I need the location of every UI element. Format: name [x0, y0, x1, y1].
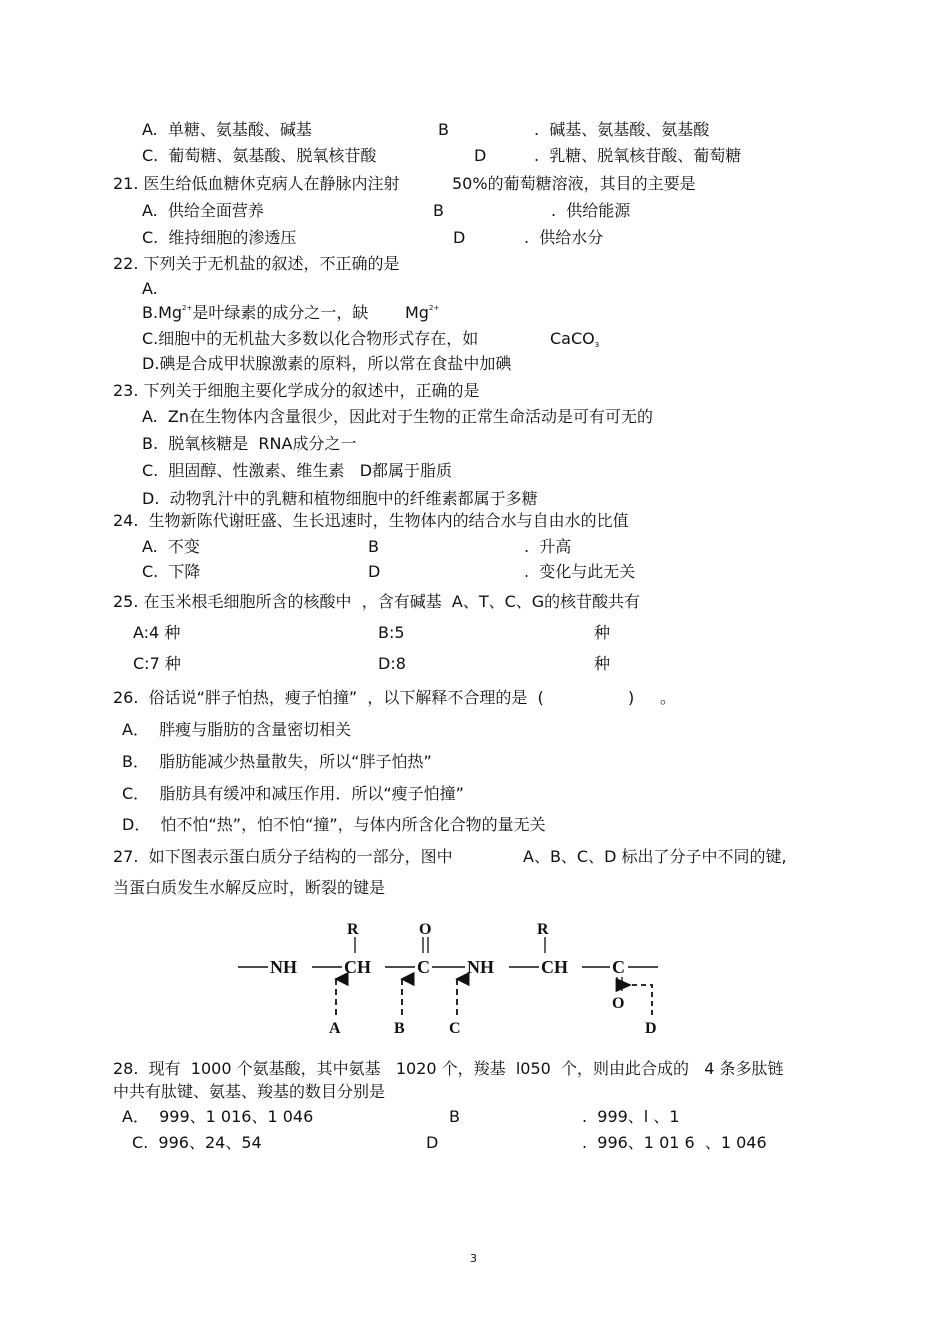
q24-option-b-letter: B — [368, 537, 379, 556]
q22-option-a: A. — [142, 279, 158, 298]
r-group-1: R — [347, 921, 359, 938]
q28-option-c: C. 996、24、54 — [132, 1133, 262, 1152]
q28-option-d-letter: D — [426, 1133, 439, 1152]
q23-option-b: B. 脱氧核糖是 RNA成分之一 — [142, 434, 357, 453]
q24-option-b-text: . 升高 — [524, 537, 572, 556]
q23-stem: 23. 下列关于细胞主要化学成分的叙述中，正确的是 — [113, 381, 480, 400]
q20-option-b-letter: B — [438, 120, 449, 139]
o-group-2: O — [612, 995, 625, 1012]
q24-stem: 24. 生物新陈代谢旺盛、生长迅速时，生物体内的结合水与自由水的比值 — [113, 511, 629, 530]
q23-option-a: A. Zn在生物体内含量很少，因此对于生物的正常生命活动是可有可无的 — [142, 407, 654, 426]
q24-option-d-letter: D — [368, 562, 381, 581]
q24-option-c: C. 下降 — [142, 562, 201, 581]
q22-option-c: C.细胞中的无机盐大多数以化合物形式存在，如 — [142, 329, 479, 348]
bond-label-b: B — [394, 1020, 405, 1037]
q20-option-b-text: . 碱基、氨基酸、氨基酸 — [534, 120, 710, 139]
q26-stem-paren: ) — [628, 688, 635, 707]
ch-group-1: CH — [344, 957, 371, 977]
q28-option-a: A． 999、1 016、1 046 — [122, 1107, 314, 1126]
q26-option-a: A． 胖瘦与脂肪的含量密切相关 — [122, 720, 352, 739]
nh-group-1: NH — [270, 957, 297, 977]
q21-option-c: C. 维持细胞的渗透压 — [142, 228, 297, 247]
q25-option-b: B:5 — [378, 623, 405, 642]
q28-option-b-letter: B — [449, 1107, 460, 1126]
q25-option-d-unit: 种 — [594, 654, 611, 673]
q24-option-a: A. 不变 — [142, 537, 200, 556]
nh-group-2: NH — [467, 957, 494, 977]
q22-option-b: $B.Mg^{2+}$是叶绿素的成分之一，缺 — [142, 303, 369, 322]
q26-stem: 26. 俗话说“胖子怕热，瘦子怕撞” ，以下解释不合理的是 ( — [113, 688, 544, 707]
q25-option-d: D:8 — [378, 654, 406, 673]
q25-option-c: C:7 种 — [133, 654, 181, 673]
q26-option-c: C． 脂肪具有缓冲和减压作用．所以“瘦子怕撞” — [122, 784, 464, 803]
ch-group-2: CH — [541, 957, 568, 977]
q28-option-b-text: . 999、l 、1 — [582, 1107, 680, 1126]
o-group-1: O — [419, 921, 432, 938]
q25-option-b-unit: 种 — [594, 623, 611, 642]
c-group-2: C — [612, 957, 625, 977]
c-group-1: C — [417, 957, 430, 977]
q22-option-d: D.碘是合成甲状腺激素的原料，所以常在食盐中加碘 — [142, 354, 512, 373]
q26-stem-period: 。 — [660, 688, 677, 707]
q21-option-b-letter: B — [433, 201, 444, 220]
q25-option-a: A:4 种 — [133, 623, 181, 642]
q21-stem-b: 50%的葡萄糖溶液，其目的主要是 — [452, 174, 696, 193]
q21-option-a: A. 供给全面营养 — [142, 201, 264, 220]
q24-option-d-text: . 变化与此无关 — [524, 562, 636, 581]
q21-option-d-letter: D — [453, 228, 466, 247]
r-group-2: R — [537, 921, 549, 938]
q23-option-d: D. 动物乳汁中的乳糖和植物细胞中的纤维素都属于多糖 — [142, 489, 538, 508]
q21-stem-a: 21. 医生给低血糖休克病人在静脉内注射 — [113, 174, 400, 193]
q27-stem-c: 当蛋白质发生水解反应时，断裂的键是 — [113, 878, 386, 897]
q20-option-a: A. 单糖、氨基酸、碱基 — [142, 120, 312, 139]
q20-option-c: C. 葡萄糖、氨基酸、脱氧核苷酸 — [142, 146, 377, 165]
q25-stem: 25. 在玉米根毛细胞所含的核酸中 ，含有碱基 A、T、C、G的核苷酸共有 — [113, 592, 641, 611]
q20-option-d-letter: D — [474, 146, 487, 165]
q28-option-d-text: . 996、1 01 6 、1 046 — [582, 1133, 767, 1152]
page-number: 3 — [470, 1252, 477, 1265]
bond-label-a: A — [329, 1020, 341, 1037]
q28-stem-b: 中共有肽键、氨基、羧基的数目分别是 — [113, 1082, 386, 1101]
q22-option-b-mg: $Mg^{2+}$ — [405, 303, 440, 322]
bond-label-d: D — [645, 1020, 657, 1037]
q27-stem-b: A、B、C、D 标出了分子中不同的键, — [523, 847, 787, 866]
q22-option-c-formula: CaCO3 — [550, 329, 600, 349]
q26-option-b: B． 脂肪能减少热量散失，所以“胖子怕热” — [122, 752, 432, 771]
q27-stem-a: 27. 如下图表示蛋白质分子结构的一部分，图中 — [113, 847, 453, 866]
q22-stem: 22. 下列关于无机盐的叙述，不正确的是 — [113, 254, 400, 273]
q26-option-d: D． 怕不怕“热”，怕不怕“撞”，与体内所含化合物的量无关 — [122, 815, 546, 834]
peptide-structure-diagram — [230, 915, 670, 1040]
q21-option-b-text: . 供给能源 — [551, 201, 631, 220]
bond-label-c: C — [449, 1020, 461, 1037]
q28-stem-a: 28. 现有 1000 个氨基酸，其中氨基 1020 个，羧基 l050 个，则由此合成的 4 条多肽链 — [113, 1059, 784, 1078]
q20-option-d-text: . 乳糖、脱氧核苷酸、葡萄糖 — [534, 146, 742, 165]
q23-option-c: C. 胆固醇、性激素、维生素 D都属于脂质 — [142, 461, 453, 480]
q21-option-d-text: . 供给水分 — [524, 228, 604, 247]
